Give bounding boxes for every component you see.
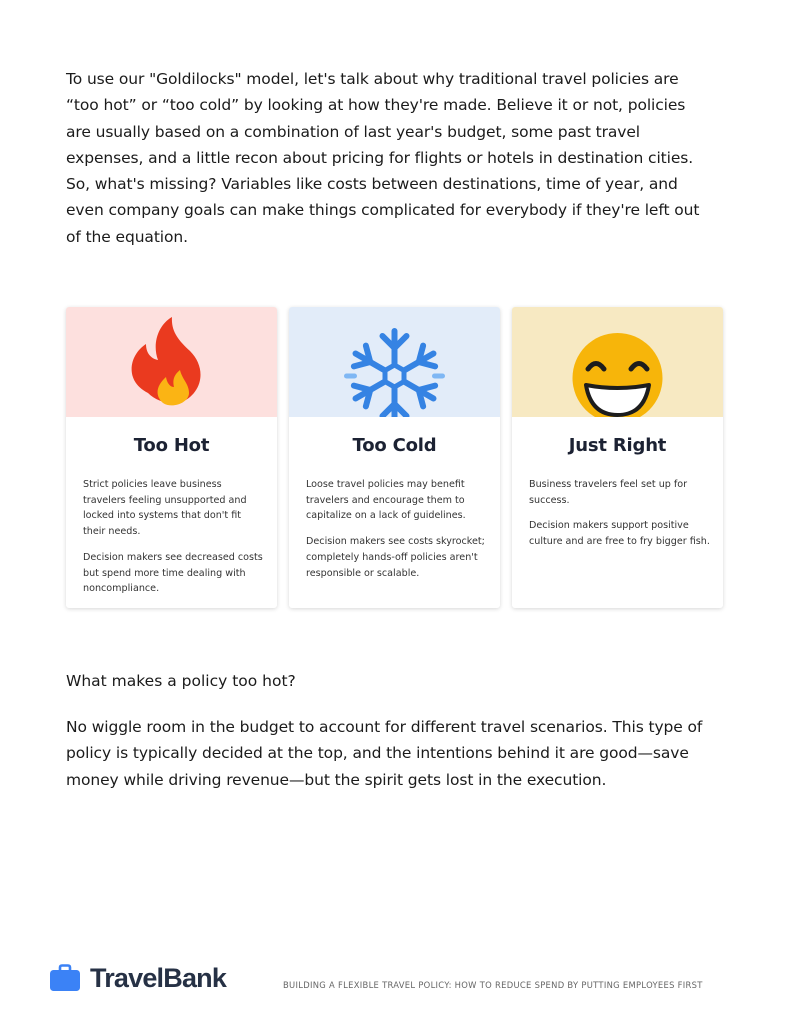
footer-caption: BUILDING A FLEXIBLE TRAVEL POLICY: HOW TO REDUCE SPEND BY PUTTING EMPLOYEES FIRST [283, 980, 703, 990]
card-title: Just Right [568, 435, 667, 456]
card-header [66, 307, 277, 417]
card-paragraph: Decision makers see decreased costs but spend more time dealing with noncompliance. [83, 551, 263, 595]
grinning-face-icon [512, 307, 723, 417]
card-body [529, 477, 711, 560]
section-paragraph: No wiggle room in the budget to account for different travel scenarios. This type of policy is typically decided at the top, and the intentions behind it are good—save money while driving revenue—but the spirit gets lost in the execution. [66, 718, 703, 789]
snowflake-icon [289, 307, 500, 417]
card-too-hot [66, 307, 277, 608]
card-paragraph: Loose travel policies may benefit travelers and encourage them to capitalize on a lack of guidelines. [306, 479, 466, 522]
briefcase-icon [50, 964, 80, 992]
card-paragraph: Decision makers see costs skyrocket; completely hands-off policies aren't responsible or scalable. [306, 536, 485, 579]
fire-icon [66, 307, 277, 417]
card-title: Too Cold [352, 435, 437, 456]
card-just-right [512, 307, 723, 608]
comparison-cards [66, 307, 723, 609]
card-paragraph: Decision makers support positive culture and are free to fry bigger fish. [529, 520, 710, 548]
brand-name: TravelBank [90, 962, 227, 993]
section-heading: What makes a policy too hot? [66, 672, 296, 690]
intro-paragraph: To use our "Goldilocks" model, let's talk about why traditional travel policies are “too hot” or “too cold” by looking at how they're made. Believe it or not, policies are usually based on a combination of last year's budget, some past travel expenses, and a little recon about pricing for flights or hotels in destination cities. So, what's missing? Variables like costs between destinations, time of year, and even company goals can make things complicated for everybody if they're left out of the equation. [66, 70, 700, 246]
card-too-cold [289, 307, 500, 608]
card-paragraph: Strict policies leave business travelers feeling unsupported and locked into systems that don't fit their needs. [83, 479, 247, 538]
card-body [306, 477, 488, 591]
travelbank-logo [50, 962, 226, 994]
card-title: Too Hot [133, 435, 210, 456]
card-paragraph: Business travelers feel set up for success. [529, 479, 688, 506]
card-body [83, 477, 265, 607]
card-header [289, 307, 500, 417]
card-header [512, 307, 723, 417]
